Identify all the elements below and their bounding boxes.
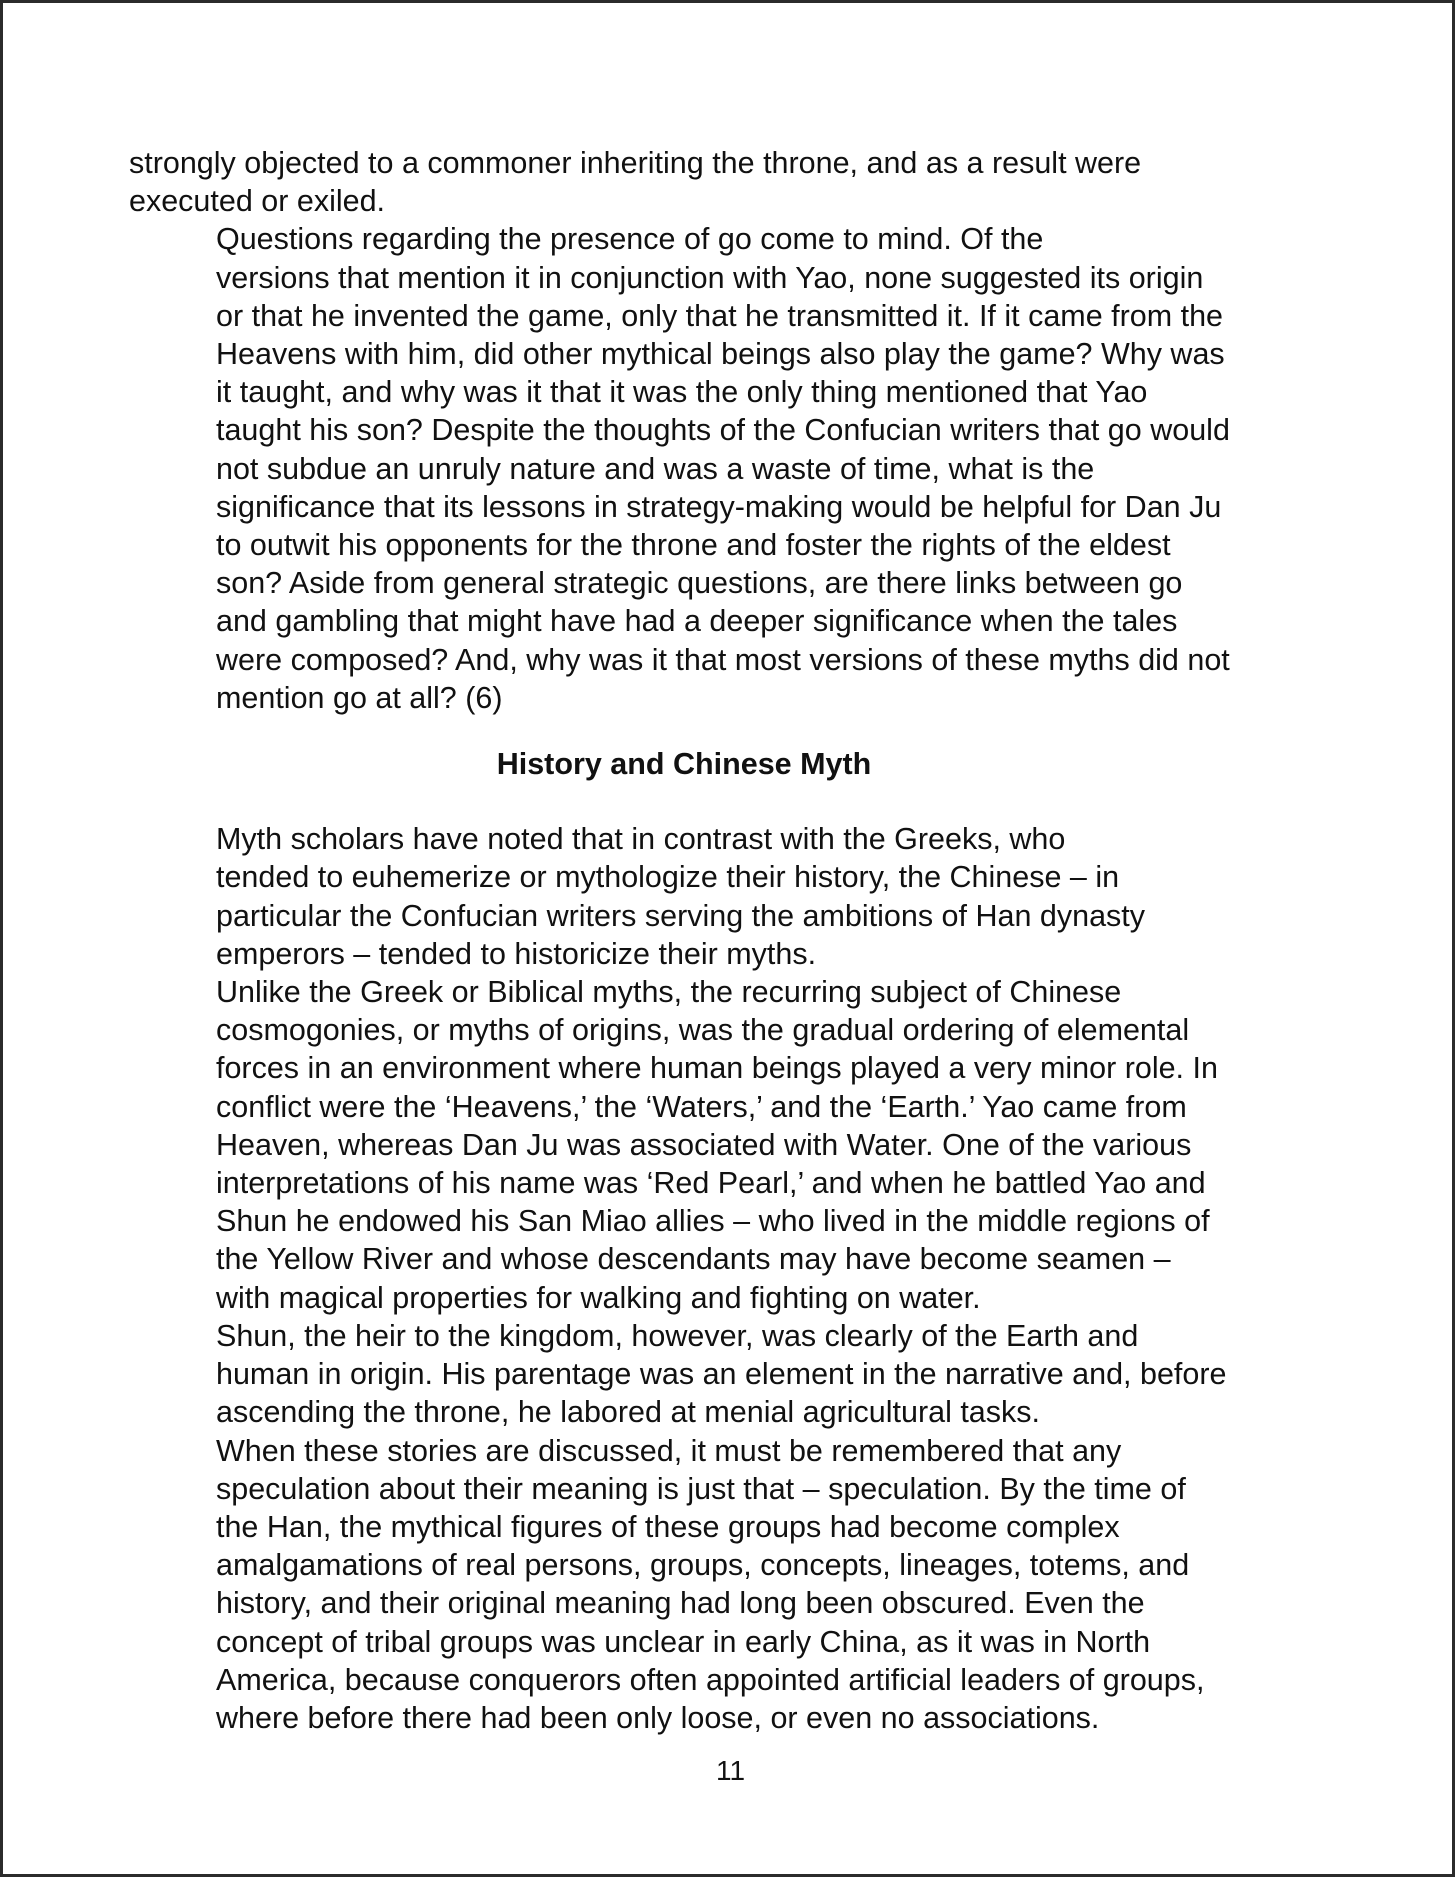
paragraph [129,144,1239,220]
text-line: executed or exiled. [129,184,386,219]
text-line: not subdue an unruly nature and was a waste of time, what is the [216,451,1095,486]
text-line: son? Aside from general strategic questions, are there links between go [216,566,1183,601]
text-line: human in origin. His parentage was an element in the narrative and, before [216,1357,1227,1392]
text-line: mention go at all? (6) [216,680,503,715]
text-line: versions that mention it in conjunction with Yao, none suggested its origin [216,260,1204,295]
text-line: cosmogonies, or myths of origins, was the gradual ordering of elemental [216,1013,1190,1048]
text-line: concept of tribal groups was unclear in early China, as it was in North [216,1624,1151,1659]
text-line: the Han, the mythical figures of these groups had become complex [216,1509,1120,1544]
text-line: interpretations of his name was ‘Red Pearl,’ and when he battled Yao and [216,1166,1206,1201]
section-heading: History and Chinese Myth [496,747,872,782]
text-line: conflict were the ‘Heavens,’ the ‘Waters,’ and the ‘Earth.’ Yao came from [216,1089,1187,1124]
text-line: Heaven, whereas Dan Ju was associated with Water. One of the various [216,1127,1192,1162]
text-line: Shun, the heir to the kingdom, however, was clearly of the Earth and [216,1318,1139,1353]
text-line: with magical properties for walking and fighting on water. [216,1280,981,1315]
text-line: it taught, and why was it that it was the only thing mentioned that Yao [216,375,1148,410]
text-line: Questions regarding the presence of go come to mind. Of the [216,222,1044,257]
text-line: where before there had been only loose, or even no associations. [216,1700,1100,1735]
text-line: America, because conquerors often appointed artificial leaders of groups, [216,1662,1205,1697]
page-number: 11 [715,1755,746,1786]
text-line: significance that its lessons in strategy-making would be helpful for Dan Ju [216,489,1222,524]
text-line: forces in an environment where human beings played a very minor role. In [216,1051,1218,1086]
text-line: to outwit his opponents for the throne and foster the rights of the eldest [216,528,1171,563]
text-line: strongly objected to a commoner inheriting the throne, and as a result were [129,146,1142,180]
text-line: Myth scholars have noted that in contrast with the Greeks, who [216,822,1066,857]
paragraph [129,820,1239,973]
paragraph [129,220,1239,717]
text-line: Shun he endowed his San Miao allies – who lived in the middle regions of [216,1204,1210,1239]
text-line: tended to euhemerize or mythologize their history, the Chinese – in [216,860,1120,895]
text-line: or that he invented the game, only that he transmitted it. If it came from the [216,298,1224,333]
text-line: and gambling that might have had a deeper significance when the tales [216,604,1178,639]
text-line: were composed? And, why was it that most versions of these myths did not [216,642,1230,677]
paragraph [129,1317,1239,1432]
body-text [129,144,1239,1737]
text-line: history, and their original meaning had long been obscured. Even the [216,1586,1145,1621]
text-line: amalgamations of real persons, groups, concepts, lineages, totems, and [216,1548,1190,1583]
text-line: emperors – tended to historicize their myths. [216,936,817,971]
section-before-heading [129,144,1239,717]
section-after-heading [129,820,1239,1737]
text-line: taught his son? Despite the thoughts of the Confucian writers that go would [216,413,1230,448]
text-line: ascending the throne, he labored at menial agricultural tasks. [216,1395,1040,1430]
text-line: the Yellow River and whose descendants may have become seamen – [216,1242,1171,1277]
paragraph [129,1432,1239,1738]
text-line: When these stories are discussed, it must be remembered that any [216,1433,1122,1468]
text-line: Unlike the Greek or Biblical myths, the recurring subject of Chinese [216,975,1122,1010]
text-line: Heavens with him, did other mythical beings also play the game? Why was [216,337,1225,372]
paragraph [129,973,1239,1317]
text-line: particular the Confucian writers serving the ambitions of Han dynasty [216,898,1145,933]
text-line: speculation about their meaning is just that – speculation. By the time of [216,1471,1186,1506]
